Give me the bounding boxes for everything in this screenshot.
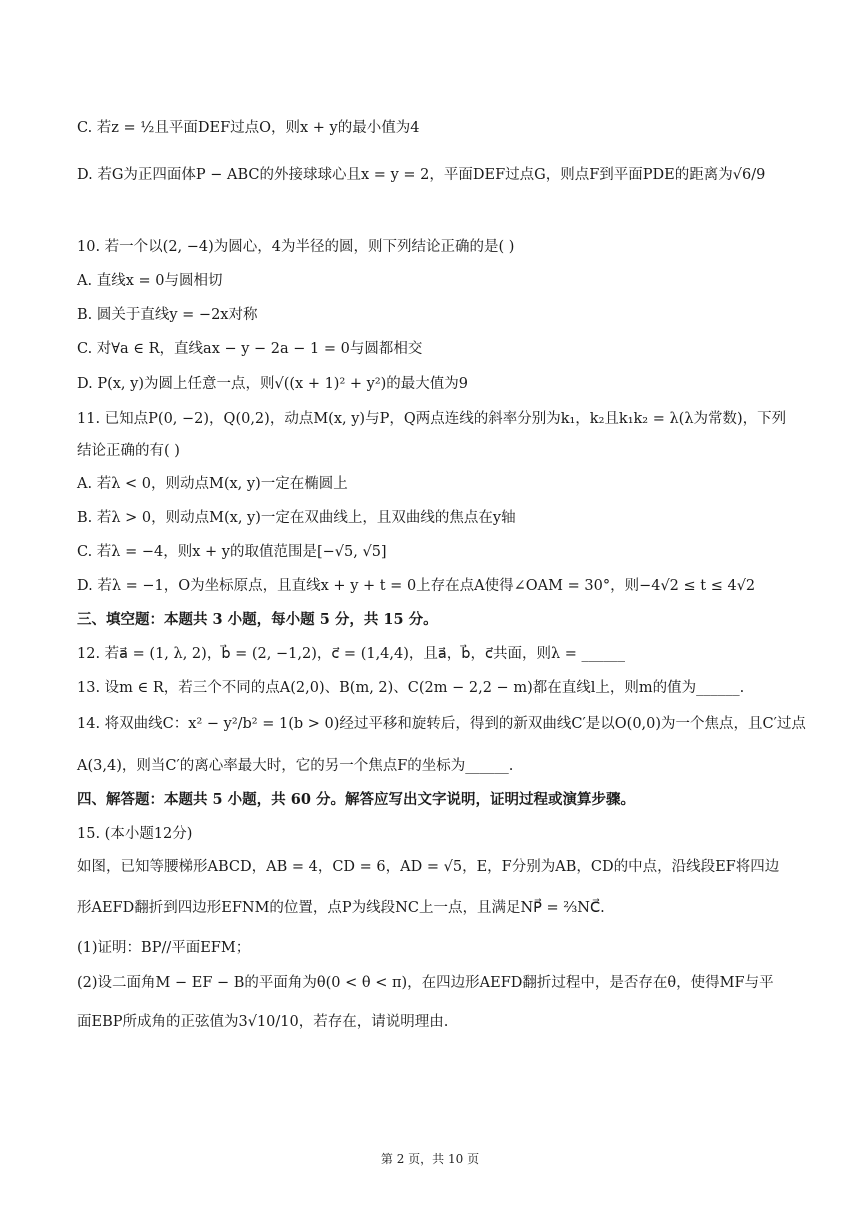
q11-option-d: D. 若λ = −1，O为坐标原点，且直线x + y + t = 0上存在点A使得∠OAM = 30°，则−4√2 ≤ t ≤ 4√2 bbox=[77, 578, 756, 594]
question-11-stem-line2: 结论正确的有( ) bbox=[77, 443, 180, 459]
question-14-line2: A(3,4)，则当C′的离心率最大时，它的另一个焦点F的坐标为______. bbox=[77, 758, 514, 774]
section-4-heading: 四、解答题：本题共 5 小题，共 60 分。解答应写出文字说明，证明过程或演算步骤。 bbox=[77, 791, 635, 808]
question-15-part1: (1)证明：BP//平面EFM； bbox=[77, 940, 251, 956]
question-11-stem-line1: 11. 已知点P(0, −2)，Q(0,2)，动点M(x, y)与P，Q两点连线的斜率分别为k₁，k₂且k₁k₂ = λ(λ为常数)，下列 bbox=[77, 411, 787, 427]
q10-option-b: B. 圆关于直线y = −2x对称 bbox=[77, 307, 258, 323]
section-3-heading: 三、填空题：本题共 3 小题，每小题 5 分，共 15 分。 bbox=[77, 611, 438, 628]
q11-option-c: C. 若λ = −4，则x + y的取值范围是[−√5, √5] bbox=[77, 544, 387, 560]
q10-option-a: A. 直线x = 0与圆相切 bbox=[77, 273, 223, 289]
question-15-part2-line1: (2)设二面角M − EF − B的平面角为θ(0 < θ < π)，在四边形AEFD翻折过程中，是否存在θ，使得MF与平 bbox=[77, 975, 774, 991]
question-10-stem: 10. 若一个以(2, −4)为圆心，4为半径的圆，则下列结论正确的是( ) bbox=[77, 239, 515, 255]
question-15-title: 15. (本小题12分) bbox=[77, 826, 193, 842]
question-14-line1: 14. 将双曲线C：x² − y²/b² = 1(b > 0)经过平移和旋转后，得到的新双曲线C′是以O(0,0)为一个焦点，且C′过点 bbox=[77, 716, 806, 732]
question-12: 12. 若a⃗ = (1, λ, 2)，b⃗ = (2, −1,2)，c⃗ = (1,4,4)，且a⃗，b⃗，c⃗共面，则λ = ______ bbox=[77, 646, 626, 662]
option-d-line: D. 若G为正四面体P − ABC的外接球球心且x = y = 2，平面DEF过点G，则点F到平面PDE的距离为√6/9 bbox=[77, 167, 766, 183]
option-c-line: C. 若z = ½且平面DEF过点O，则x + y的最小值为4 bbox=[77, 120, 420, 136]
q11-option-b: B. 若λ > 0，则动点M(x, y)一定在双曲线上，且双曲线的焦点在y轴 bbox=[77, 510, 516, 526]
question-13: 13. 设m ∈ R，若三个不同的点A(2,0)、B(m, 2)、C(2m − 2,2 − m)都在直线l上，则m的值为______. bbox=[77, 680, 745, 696]
question-15-part2-line2: 面EBP所成角的正弦值为3√10/10，若存在，请说明理由. bbox=[77, 1014, 449, 1030]
q10-option-d: D. P(x, y)为圆上任意一点，则√((x + 1)² + y²)的最大值为9 bbox=[77, 376, 469, 392]
question-15-body-line1: 如图，已知等腰梯形ABCD，AB = 4，CD = 6，AD = √5，E，F分别为AB，CD的中点，沿线段EF将四边 bbox=[77, 859, 780, 875]
page-footer: 第 2 页，共 10 页 bbox=[380, 1152, 480, 1166]
q11-option-a: A. 若λ < 0，则动点M(x, y)一定在椭圆上 bbox=[77, 476, 348, 492]
q10-option-c: C. 对∀a ∈ R，直线ax − y − 2a − 1 = 0与圆都相交 bbox=[77, 341, 423, 357]
question-15-body-line2: 形AEFD翻折到四边形EFNM的位置，点P为线段NC上一点，且满足NP⃗ = ⅔NC⃗. bbox=[77, 900, 605, 916]
